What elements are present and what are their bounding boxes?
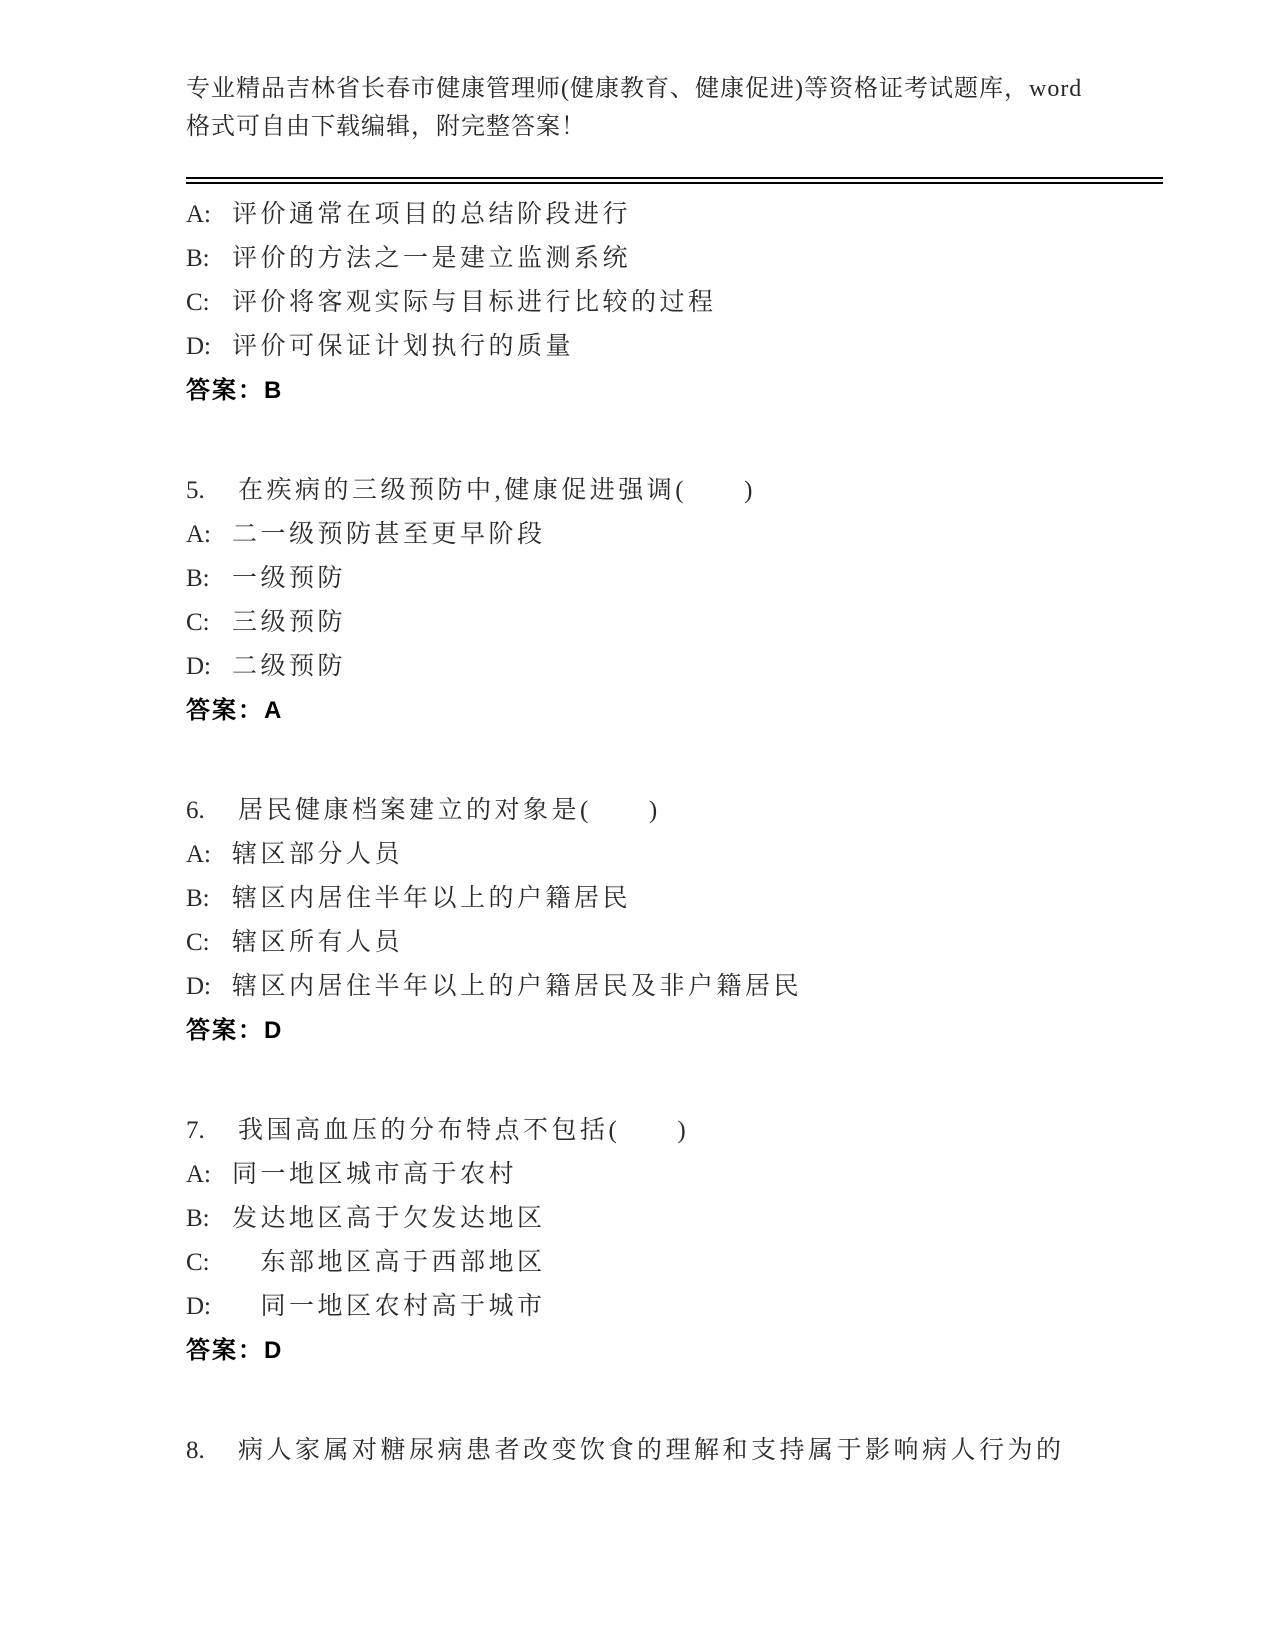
answer-line	[186, 689, 1163, 733]
option-text: 二一级预防甚至更早阶段	[232, 521, 546, 548]
answer-label: 答案：	[186, 1017, 264, 1044]
option-label: A:	[186, 521, 211, 548]
option-label: D:	[186, 973, 211, 1000]
question-option	[186, 601, 1163, 645]
option-text: 辖区内居住半年以上的户籍居民	[232, 885, 632, 912]
answer-value: D	[264, 1337, 284, 1364]
question-number: 5.	[186, 477, 205, 504]
question-option	[186, 1241, 1163, 1285]
header-line-2: 格式可自由下载编辑，附完整答案！	[186, 114, 586, 140]
option-label: D:	[186, 333, 211, 360]
page-header	[186, 70, 1163, 146]
question-option	[186, 965, 1163, 1009]
question-stem	[186, 1429, 1163, 1473]
answer-line	[186, 369, 1163, 413]
answer-value: A	[264, 697, 284, 724]
answer-label: 答案：	[186, 1337, 264, 1364]
option-label: C:	[186, 1249, 210, 1276]
answer-label: 答案：	[186, 377, 264, 404]
question-block-6	[186, 789, 1163, 1053]
option-label: A:	[186, 201, 211, 228]
question-option	[186, 645, 1163, 689]
question-stem-text: 居民健康档案建立的对象是( )	[238, 797, 661, 824]
option-text: 发达地区高于欠发达地区	[232, 1205, 546, 1232]
answer-value: D	[264, 1017, 284, 1044]
answer-line	[186, 1009, 1163, 1053]
question-option	[186, 281, 1163, 325]
question-block-7	[186, 1109, 1163, 1373]
question-number: 6.	[186, 797, 205, 824]
option-text: 辖区所有人员	[232, 929, 404, 956]
question-option	[186, 237, 1163, 281]
question-option	[186, 193, 1163, 237]
option-text: 辖区部分人员	[232, 841, 404, 868]
question-block-4	[186, 193, 1163, 413]
option-text: 辖区内居住半年以上的户籍居民及非户籍居民	[232, 973, 803, 1000]
question-stem	[186, 1109, 1163, 1153]
question-stem	[186, 469, 1163, 513]
question-number: 8.	[186, 1437, 205, 1464]
option-label: B:	[186, 885, 210, 912]
answer-label: 答案：	[186, 697, 264, 724]
option-label: D:	[186, 653, 211, 680]
header-double-rule	[186, 177, 1163, 184]
option-label: B:	[186, 1205, 210, 1232]
question-option	[186, 1153, 1163, 1197]
question-stem-text: 在疾病的三级预防中,健康促进强调( )	[238, 477, 756, 504]
option-text: 评价可保证计划执行的质量	[232, 333, 575, 360]
question-stem	[186, 789, 1163, 833]
option-text: 二级预防	[232, 653, 347, 680]
question-option	[186, 921, 1163, 965]
option-text: 一级预防	[232, 565, 347, 592]
question-option	[186, 877, 1163, 921]
option-text: 同一地区城市高于农村	[232, 1161, 518, 1188]
option-label: B:	[186, 565, 210, 592]
question-block-8	[186, 1429, 1163, 1473]
question-option	[186, 325, 1163, 369]
option-label: C:	[186, 289, 210, 316]
question-stem-text: 我国高血压的分布特点不包括( )	[238, 1117, 690, 1144]
answer-line	[186, 1329, 1163, 1373]
question-option	[186, 1285, 1163, 1329]
header-line-1: 专业精品吉林省长春市健康管理师(健康教育、健康促进)等资格证考试题库，word	[186, 76, 1083, 102]
option-label: D:	[186, 1293, 211, 1320]
question-option	[186, 1197, 1163, 1241]
question-option	[186, 557, 1163, 601]
question-list	[186, 184, 1163, 1473]
question-number: 7.	[186, 1117, 205, 1144]
option-text: 评价将客观实际与目标进行比较的过程	[232, 289, 717, 316]
option-text: 东部地区高于西部地区	[232, 1249, 546, 1276]
question-option	[186, 833, 1163, 877]
option-label: A:	[186, 841, 211, 868]
question-block-5	[186, 469, 1163, 733]
option-text: 三级预防	[232, 609, 347, 636]
option-text: 同一地区农村高于城市	[232, 1293, 546, 1320]
answer-value: B	[264, 377, 284, 404]
option-text: 评价通常在项目的总结阶段进行	[232, 201, 632, 228]
option-label: C:	[186, 929, 210, 956]
question-option	[186, 513, 1163, 557]
option-label: A:	[186, 1161, 211, 1188]
option-label: C:	[186, 609, 210, 636]
question-stem-text: 病人家属对糖尿病患者改变饮食的理解和支持属于影响病人行为的	[238, 1437, 1065, 1464]
option-label: B:	[186, 245, 210, 272]
option-text: 评价的方法之一是建立监测系统	[232, 245, 632, 272]
